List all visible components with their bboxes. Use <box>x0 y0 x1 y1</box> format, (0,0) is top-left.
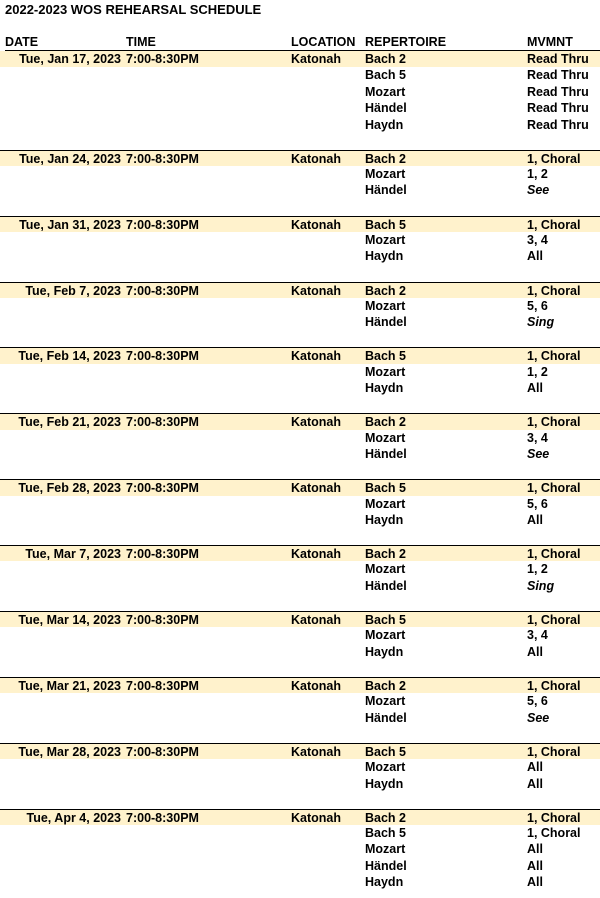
repertoire-row <box>0 446 600 462</box>
rehearsal-row <box>0 479 600 495</box>
rehearsal-location: Katonah <box>291 349 341 364</box>
movement-value: 3, 4 <box>527 430 548 445</box>
movement-value: All <box>527 760 543 775</box>
header-location: LOCATION <box>291 35 356 49</box>
repertoire-work: Händel <box>365 101 407 116</box>
rehearsal-time: 7:00-8:30PM <box>126 678 199 693</box>
rehearsal-location: Katonah <box>291 151 341 166</box>
movement-value: 1, 2 <box>527 562 548 577</box>
repertoire-work: Händel <box>365 183 407 198</box>
header-date: DATE <box>5 35 39 49</box>
repertoire-work: Bach 2 <box>365 547 406 562</box>
rehearsal-time: 7:00-8:30PM <box>126 151 199 166</box>
repertoire-work: Mozart <box>365 167 406 182</box>
movement-value: All <box>527 381 543 396</box>
rehearsal-date: Tue, Jan 17, 2023 <box>19 52 121 66</box>
repertoire-work: Bach 5 <box>365 349 406 364</box>
movement-value: 1, 2 <box>527 167 548 182</box>
rehearsal-date: Tue, Feb 28, 2023 <box>18 481 121 496</box>
rehearsal-row <box>0 743 600 759</box>
movement-value: Read Thru <box>527 117 589 132</box>
rehearsal-location: Katonah <box>291 547 341 562</box>
repertoire-row <box>0 858 600 874</box>
movement-value: 1, Choral <box>527 547 581 562</box>
repertoire-row <box>0 84 600 100</box>
movement-value: 5, 6 <box>527 298 548 313</box>
repertoire-work: Mozart <box>365 232 406 247</box>
rehearsal-row <box>0 545 600 561</box>
repertoire-row <box>0 298 600 314</box>
rehearsal-time: 7:00-8:30PM <box>126 52 199 66</box>
repertoire-work: Bach 5 <box>365 744 406 759</box>
rehearsal-row <box>0 677 600 693</box>
rehearsal-time: 7:00-8:30PM <box>126 613 199 627</box>
repertoire-work: Mozart <box>365 694 406 709</box>
movement-value: 1, Choral <box>527 744 581 759</box>
rehearsal-date: Tue, Feb 7, 2023 <box>25 283 121 298</box>
movement-value: All <box>527 842 543 857</box>
movement-value: All <box>527 512 543 527</box>
repertoire-work: Bach 2 <box>365 810 406 825</box>
movement-value: All <box>527 249 543 264</box>
rehearsal-time: 7:00-8:30PM <box>126 547 199 562</box>
rehearsal-time: 7:00-8:30PM <box>126 481 199 496</box>
movement-value: Read Thru <box>527 68 589 83</box>
repertoire-row <box>0 496 600 512</box>
repertoire-work: Haydn <box>365 381 404 396</box>
rehearsal-row <box>0 216 600 232</box>
repertoire-work: Mozart <box>365 760 406 775</box>
movement-value: 3, 4 <box>527 232 548 247</box>
rehearsal-time: 7:00-8:30PM <box>126 349 199 364</box>
repertoire-work: Haydn <box>365 644 404 659</box>
rehearsal-date: Tue, Mar 28, 2023 <box>18 744 121 759</box>
rehearsal-location: Katonah <box>291 52 341 66</box>
repertoire-row <box>0 825 600 841</box>
movement-value: 1, Choral <box>527 678 581 693</box>
repertoire-row <box>0 100 600 116</box>
repertoire-row <box>0 67 600 83</box>
repertoire-work: Bach 2 <box>365 52 406 66</box>
repertoire-row <box>0 232 600 248</box>
rehearsal-row <box>0 611 600 627</box>
movement-value: Read Thru <box>527 52 589 66</box>
repertoire-work: Mozart <box>365 430 406 445</box>
movement-value: 5, 6 <box>527 496 548 511</box>
movement-value: 1, Choral <box>527 415 581 430</box>
repertoire-work: Bach 5 <box>365 613 406 627</box>
repertoire-row <box>0 380 600 396</box>
repertoire-work: Haydn <box>365 875 404 890</box>
repertoire-row <box>0 512 600 528</box>
repertoire-work: Bach 5 <box>365 481 406 496</box>
rehearsal-date: Tue, Feb 21, 2023 <box>18 415 121 430</box>
rehearsal-row <box>0 51 600 67</box>
rehearsal-location: Katonah <box>291 810 341 825</box>
page-title: 2022-2023 WOS REHEARSAL SCHEDULE <box>5 2 262 17</box>
repertoire-work: Händel <box>365 578 407 593</box>
repertoire-work: Bach 5 <box>365 826 406 841</box>
repertoire-work: Händel <box>365 858 407 873</box>
repertoire-row <box>0 578 600 594</box>
movement-value: 1, Choral <box>527 826 581 841</box>
repertoire-work: Händel <box>365 710 407 725</box>
rehearsal-row <box>0 413 600 429</box>
rehearsal-row <box>0 809 600 825</box>
movement-value: 1, Choral <box>527 481 581 496</box>
movement-value: See <box>527 447 550 462</box>
repertoire-work: Mozart <box>365 562 406 577</box>
rehearsal-location: Katonah <box>291 415 341 430</box>
repertoire-row <box>0 117 600 133</box>
movement-value: 1, Choral <box>527 151 581 166</box>
rehearsal-time: 7:00-8:30PM <box>126 283 199 298</box>
repertoire-row <box>0 182 600 198</box>
repertoire-row <box>0 166 600 182</box>
movement-value: 1, 2 <box>527 364 548 379</box>
movement-value: 1, Choral <box>527 349 581 364</box>
rehearsal-time: 7:00-8:30PM <box>126 810 199 825</box>
repertoire-work: Mozart <box>365 496 406 511</box>
rehearsal-location: Katonah <box>291 744 341 759</box>
header-repertoire: REPERTOIRE <box>365 35 447 49</box>
rehearsal-time: 7:00-8:30PM <box>126 217 199 232</box>
rehearsal-row <box>0 282 600 298</box>
repertoire-work: Mozart <box>365 298 406 313</box>
movement-value: See <box>527 710 550 725</box>
rehearsal-time: 7:00-8:30PM <box>126 744 199 759</box>
rehearsal-time: 7:00-8:30PM <box>126 415 199 430</box>
repertoire-row <box>0 561 600 577</box>
movement-value: 1, Choral <box>527 810 581 825</box>
movement-value: All <box>527 858 543 873</box>
rehearsal-date: Tue, Mar 14, 2023 <box>18 613 121 627</box>
movement-value: 1, Choral <box>527 217 581 232</box>
rehearsal-row <box>0 150 600 166</box>
repertoire-row <box>0 841 600 857</box>
movement-value: Sing <box>527 578 555 593</box>
movement-value: Read Thru <box>527 101 589 116</box>
repertoire-row <box>0 314 600 330</box>
repertoire-row <box>0 627 600 643</box>
repertoire-work: Händel <box>365 315 407 330</box>
repertoire-work: Bach 2 <box>365 151 406 166</box>
repertoire-row <box>0 644 600 660</box>
movement-value: 3, 4 <box>527 628 548 643</box>
repertoire-work: Haydn <box>365 249 404 264</box>
repertoire-work: Mozart <box>365 84 406 99</box>
repertoire-work: Mozart <box>365 842 406 857</box>
repertoire-work: Bach 5 <box>365 217 406 232</box>
repertoire-row <box>0 430 600 446</box>
repertoire-row <box>0 874 600 890</box>
repertoire-work: Bach 5 <box>365 68 406 83</box>
movement-value: All <box>527 875 543 890</box>
header-movement: MVMNT <box>527 35 573 49</box>
rehearsal-date: Tue, Jan 24, 2023 <box>19 151 121 166</box>
movement-value: Sing <box>527 315 555 330</box>
repertoire-row <box>0 248 600 264</box>
rehearsal-date: Tue, Apr 4, 2023 <box>26 810 121 825</box>
header-time: TIME <box>126 35 156 49</box>
movement-value: All <box>527 776 543 791</box>
movement-value: All <box>527 644 543 659</box>
movement-value: 1, Choral <box>527 283 581 298</box>
repertoire-row <box>0 759 600 775</box>
repertoire-work: Händel <box>365 447 407 462</box>
movement-value: 1, Choral <box>527 613 581 627</box>
repertoire-work: Bach 2 <box>365 678 406 693</box>
repertoire-row <box>0 710 600 726</box>
repertoire-work: Haydn <box>365 776 404 791</box>
rehearsal-location: Katonah <box>291 613 341 627</box>
repertoire-row <box>0 776 600 792</box>
rehearsal-location: Katonah <box>291 217 341 232</box>
repertoire-work: Mozart <box>365 364 406 379</box>
rehearsal-row <box>0 347 600 363</box>
movement-value: See <box>527 183 550 198</box>
movement-value: 5, 6 <box>527 694 548 709</box>
rehearsal-location: Katonah <box>291 283 341 298</box>
rehearsal-date: Tue, Mar 7, 2023 <box>25 547 121 562</box>
rehearsal-location: Katonah <box>291 481 341 496</box>
repertoire-work: Bach 2 <box>365 415 406 430</box>
rehearsal-date: Tue, Feb 14, 2023 <box>18 349 121 364</box>
repertoire-work: Haydn <box>365 117 404 132</box>
repertoire-row <box>0 693 600 709</box>
repertoire-work: Mozart <box>365 628 406 643</box>
table-header <box>5 35 600 51</box>
rehearsal-date: Tue, Jan 31, 2023 <box>19 217 121 232</box>
rehearsal-location: Katonah <box>291 678 341 693</box>
repertoire-row <box>0 364 600 380</box>
rehearsal-date: Tue, Mar 21, 2023 <box>18 678 121 693</box>
repertoire-work: Bach 2 <box>365 283 406 298</box>
repertoire-work: Haydn <box>365 512 404 527</box>
movement-value: Read Thru <box>527 84 589 99</box>
